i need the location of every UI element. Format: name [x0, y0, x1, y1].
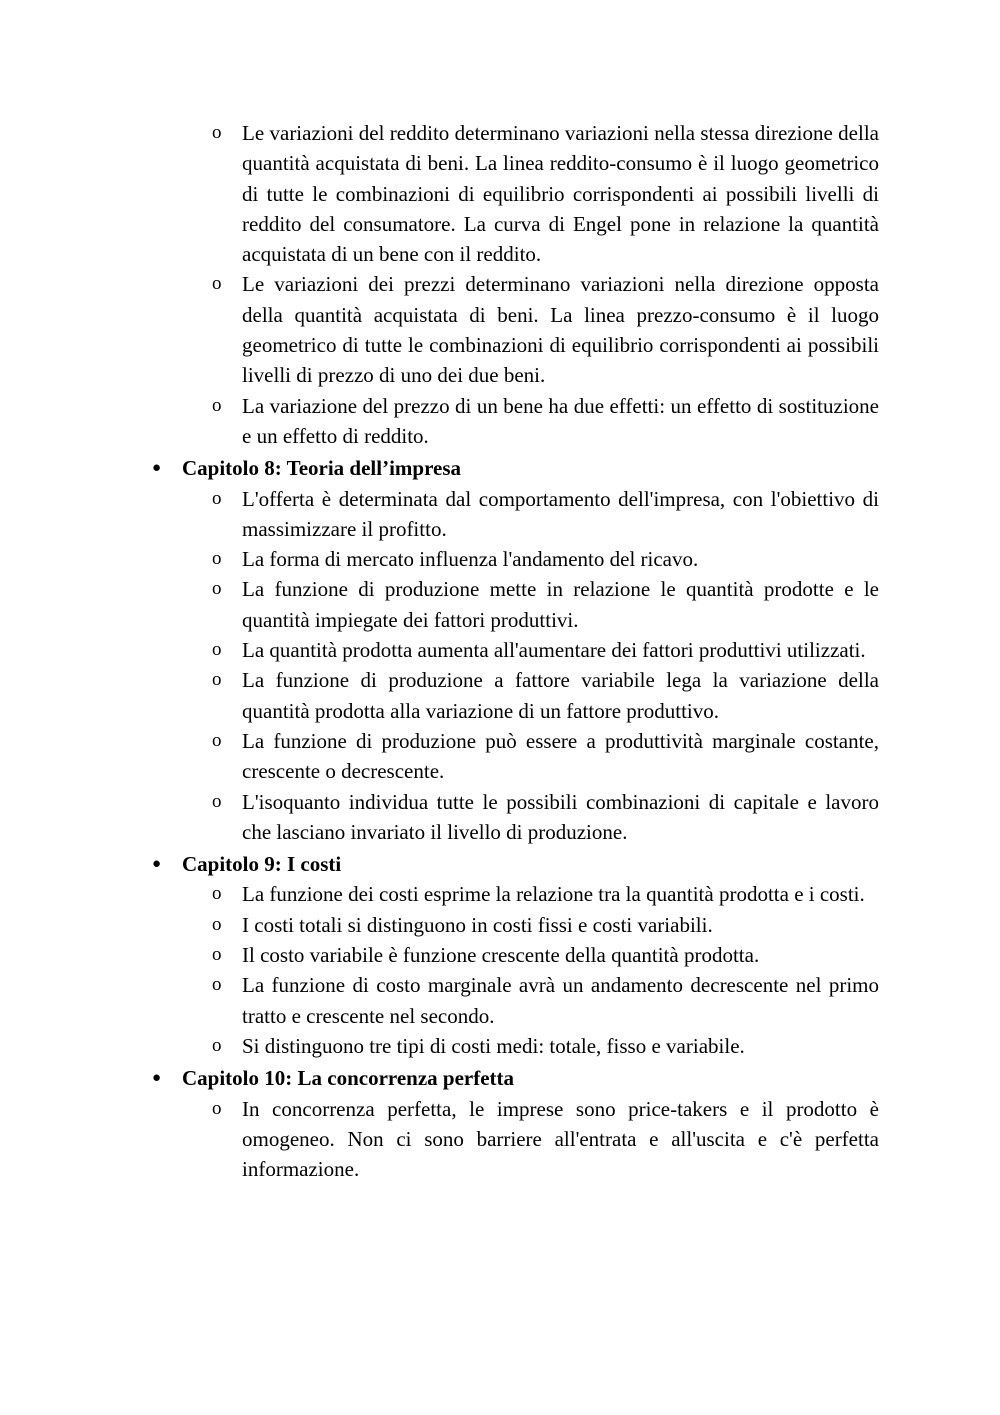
circle-bullet-icon: o [212, 729, 222, 751]
list-item: o La forma di mercato influenza l'andamento del ricavo. [242, 544, 879, 574]
circle-bullet-icon: o [212, 122, 222, 143]
document-page [0, 118, 1000, 1184]
list-item: o Le variazioni del reddito determinano variazioni nella stessa direzione della quantità acquistata di beni. La linea reddito-consumo è il luogo geometrico di tutte le combinazioni di equilibrio corrispondenti ai possibili livelli di reddito del consumatore. La curva di Engel pone in relazione la quantità acquistata di un bene con il reddito. [242, 118, 879, 269]
circle-bullet-icon: o [212, 669, 222, 691]
circle-bullet-icon: o [212, 790, 222, 812]
list-item: o Il costo variabile è funzione crescente della quantità prodotta. [242, 940, 879, 970]
chapter-heading: ● Capitolo 10: La concorrenza perfetta [182, 1063, 1000, 1093]
circle-bullet-icon: o [212, 487, 222, 509]
list-item: o La funzione dei costi esprime la relazione tra la quantità prodotta e i costi. [242, 879, 879, 909]
circle-bullet-icon: o [212, 974, 222, 996]
bullet-icon: ● [152, 460, 162, 477]
circle-bullet-icon: o [212, 1097, 222, 1119]
circle-bullet-icon: o [212, 1034, 222, 1056]
list-item: o La funzione di costo marginale avrà un andamento decrescente nel primo tratto e crescente nel secondo. [242, 970, 879, 1031]
circle-bullet-icon: o [212, 639, 222, 661]
circle-bullet-icon: o [212, 944, 222, 966]
circle-bullet-icon: o [212, 273, 222, 295]
chapter-list [0, 484, 1000, 848]
list-item: o In concorrenza perfetta, le imprese sono price-takers e il prodotto è omogeneo. Non ci sono barriere all'entrata e all'uscita e c'è perfetta informazione. [242, 1094, 879, 1185]
circle-bullet-icon: o [212, 578, 222, 600]
bullet-icon: ● [152, 1070, 162, 1087]
chapter-heading: ● Capitolo 8: Teoria dell’impresa [182, 453, 1000, 483]
circle-bullet-icon: o [212, 883, 222, 905]
circle-bullet-icon: o [212, 394, 222, 416]
chapter-list [0, 1094, 1000, 1185]
list-item: o Le variazioni dei prezzi determinano variazioni nella direzione opposta della quantità acquistata di beni. La linea prezzo-consumo è il luogo geometrico di tutte le combinazioni di equilibrio corrispondenti ai possibili livelli di prezzo di uno dei due beni. [242, 269, 879, 390]
list-item: o I costi totali si distinguono in costi fissi e costi variabili. [242, 910, 879, 940]
list-item: o La funzione di produzione può essere a produttività marginale costante, crescente o decrescente. [242, 726, 879, 787]
chapter-list [0, 879, 1000, 1061]
circle-bullet-icon: o [212, 913, 222, 935]
intro-list [0, 118, 1000, 451]
circle-bullet-icon: o [212, 548, 222, 570]
list-item: o Si distinguono tre tipi di costi medi: totale, fisso e variabile. [242, 1031, 879, 1061]
bullet-icon: ● [152, 856, 162, 873]
list-item: o La funzione di produzione a fattore variabile lega la variazione della quantità prodotta alla variazione di un fattore produttivo. [242, 665, 879, 726]
list-item: o L'offerta è determinata dal comportamento dell'impresa, con l'obiettivo di massimizzare il profitto. [242, 484, 879, 545]
list-item: o La funzione di produzione mette in relazione le quantità prodotte e le quantità impiegate dei fattori produttivi. [242, 574, 879, 635]
list-item: o L'isoquanto individua tutte le possibili combinazioni di capitale e lavoro che lasciano invariato il livello di produzione. [242, 787, 879, 848]
list-item: o La quantità prodotta aumenta all'aumentare dei fattori produttivi utilizzati. [242, 635, 879, 665]
list-item: o La variazione del prezzo di un bene ha due effetti: un effetto di sostituzione e un effetto di reddito. [242, 391, 879, 452]
chapter-heading: ● Capitolo 9: I costi [182, 849, 1000, 879]
